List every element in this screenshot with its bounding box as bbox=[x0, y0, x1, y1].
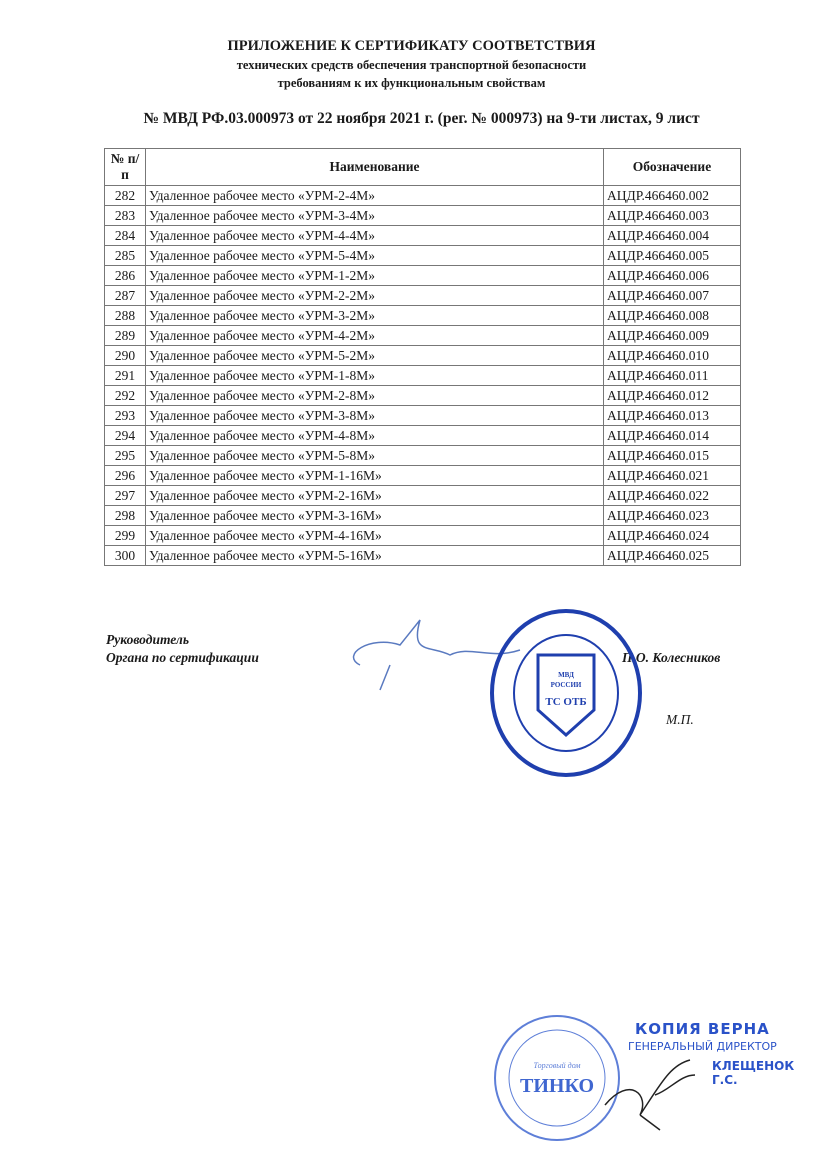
table-row bbox=[105, 386, 741, 406]
director-signature-image bbox=[600, 1045, 700, 1135]
item-name: Удаленное рабочее место «УРМ-5-2М» bbox=[146, 346, 604, 366]
table-row bbox=[105, 206, 741, 226]
item-name: Удаленное рабочее место «УРМ-4-16М» bbox=[146, 526, 604, 546]
table-row bbox=[105, 506, 741, 526]
document-subtitle: требованиям к их функциональным свойствам bbox=[277, 76, 546, 90]
item-designation: АЦДР.466460.021 bbox=[604, 466, 741, 486]
item-name: Удаленное рабочее место «УРМ-3-16М» bbox=[146, 506, 604, 526]
item-name: Удаленное рабочее место «УРМ-4-4М» bbox=[146, 226, 604, 246]
items-table bbox=[104, 148, 741, 566]
item-name: Удаленное рабочее место «УРМ-3-8М» bbox=[146, 406, 604, 426]
table-row bbox=[105, 186, 741, 206]
table-row bbox=[105, 346, 741, 366]
item-designation: АЦДР.466460.008 bbox=[604, 306, 741, 326]
table-row bbox=[105, 526, 741, 546]
certificate-number: № МВД РФ.03.000973 от 22 ноября 2021 г. (рег. № 000973) на 9-ти листах, 9 лист bbox=[143, 110, 700, 127]
item-name: Удаленное рабочее место «УРМ-2-8М» bbox=[146, 386, 604, 406]
row-number: 297 bbox=[105, 486, 146, 506]
item-name: Удаленное рабочее место «УРМ-3-2М» bbox=[146, 306, 604, 326]
item-designation: АЦДР.466460.005 bbox=[604, 246, 741, 266]
table-row bbox=[105, 246, 741, 266]
item-designation: АЦДР.466460.015 bbox=[604, 446, 741, 466]
svg-text:Торговый дом: Торговый дом bbox=[533, 1061, 581, 1070]
item-designation: АЦДР.466460.011 bbox=[604, 366, 741, 386]
seal-stamp bbox=[486, 605, 646, 780]
table-row bbox=[105, 406, 741, 426]
column-header-name: Наименование bbox=[146, 149, 604, 186]
item-designation: АЦДР.466460.006 bbox=[604, 266, 741, 286]
table-row bbox=[105, 366, 741, 386]
svg-text:РОССИИ: РОССИИ bbox=[550, 681, 582, 689]
table-row bbox=[105, 266, 741, 286]
row-number: 300 bbox=[105, 546, 146, 566]
signer-name: П.О. Колесников bbox=[622, 650, 721, 665]
item-name: Удаленное рабочее место «УРМ-2-16М» bbox=[146, 486, 604, 506]
copy-certified-stamp: КОПИЯ ВЕРНА bbox=[635, 1020, 770, 1038]
document-title: ПРИЛОЖЕНИЕ К СЕРТИФИКАТУ СООТВЕТСТВИЯ bbox=[227, 38, 596, 54]
item-designation: АЦДР.466460.012 bbox=[604, 386, 741, 406]
table-row bbox=[105, 486, 741, 506]
row-number: 285 bbox=[105, 246, 146, 266]
row-number: 294 bbox=[105, 426, 146, 446]
row-number: 289 bbox=[105, 326, 146, 346]
row-number: 296 bbox=[105, 466, 146, 486]
table-row bbox=[105, 446, 741, 466]
row-number: 282 bbox=[105, 186, 146, 206]
row-number: 290 bbox=[105, 346, 146, 366]
svg-text:ТС ОТБ: ТС ОТБ bbox=[545, 696, 587, 708]
item-name: Удаленное рабочее место «УРМ-2-4М» bbox=[146, 186, 604, 206]
item-designation: АЦДР.466460.007 bbox=[604, 286, 741, 306]
row-number: 292 bbox=[105, 386, 146, 406]
row-number: 287 bbox=[105, 286, 146, 306]
item-designation: АЦДР.466460.002 bbox=[604, 186, 741, 206]
document-subtitle: технических средств обеспечения транспортной безопасности bbox=[236, 58, 587, 72]
seal-place-label: М.П. bbox=[666, 712, 694, 727]
table-row bbox=[105, 546, 741, 566]
table-row bbox=[105, 306, 741, 326]
director-name: КЛЕЩЕНОК Г.С. bbox=[712, 1059, 795, 1087]
item-designation: АЦДР.466460.010 bbox=[604, 346, 741, 366]
table-row bbox=[105, 426, 741, 446]
row-number: 288 bbox=[105, 306, 146, 326]
item-designation: АЦДР.466460.024 bbox=[604, 526, 741, 546]
table-row bbox=[105, 286, 741, 306]
item-name: Удаленное рабочее место «УРМ-1-16М» bbox=[146, 466, 604, 486]
item-designation: АЦДР.466460.009 bbox=[604, 326, 741, 346]
item-name: Удаленное рабочее место «УРМ-5-8М» bbox=[146, 446, 604, 466]
item-designation: АЦДР.466460.014 bbox=[604, 426, 741, 446]
item-name: Удаленное рабочее место «УРМ-4-8М» bbox=[146, 426, 604, 446]
item-designation: АЦДР.466460.013 bbox=[604, 406, 741, 426]
svg-text:ТИНКО: ТИНКО bbox=[519, 1075, 595, 1097]
director-position: ГЕНЕРАЛЬНЫЙ ДИРЕКТОР bbox=[628, 1040, 777, 1053]
item-name: Удаленное рабочее место «УРМ-3-4М» bbox=[146, 206, 604, 226]
table-row bbox=[105, 466, 741, 486]
item-name: Удаленное рабочее место «УРМ-1-8М» bbox=[146, 366, 604, 386]
signer-role: Руководитель bbox=[106, 632, 190, 647]
column-header-number: № п/п bbox=[105, 149, 146, 186]
item-name: Удаленное рабочее место «УРМ-1-2М» bbox=[146, 266, 604, 286]
item-designation: АЦДР.466460.022 bbox=[604, 486, 741, 506]
row-number: 299 bbox=[105, 526, 146, 546]
table-row bbox=[105, 226, 741, 246]
item-name: Удаленное рабочее место «УРМ-2-2М» bbox=[146, 286, 604, 306]
table-row bbox=[105, 326, 741, 346]
row-number: 284 bbox=[105, 226, 146, 246]
svg-text:МВД: МВД bbox=[558, 671, 574, 679]
column-header-designation: Обозначение bbox=[604, 149, 741, 186]
row-number: 286 bbox=[105, 266, 146, 286]
item-designation: АЦДР.466460.003 bbox=[604, 206, 741, 226]
item-name: Удаленное рабочее место «УРМ-5-4М» bbox=[146, 246, 604, 266]
row-number: 293 bbox=[105, 406, 146, 426]
row-number: 298 bbox=[105, 506, 146, 526]
row-number: 291 bbox=[105, 366, 146, 386]
item-designation: АЦДР.466460.004 bbox=[604, 226, 741, 246]
row-number: 295 bbox=[105, 446, 146, 466]
signer-org: Органа по сертификации bbox=[106, 650, 259, 665]
row-number: 283 bbox=[105, 206, 146, 226]
item-designation: АЦДР.466460.023 bbox=[604, 506, 741, 526]
item-name: Удаленное рабочее место «УРМ-4-2М» bbox=[146, 326, 604, 346]
item-name: Удаленное рабочее место «УРМ-5-16М» bbox=[146, 546, 604, 566]
item-designation: АЦДР.466460.025 bbox=[604, 546, 741, 566]
